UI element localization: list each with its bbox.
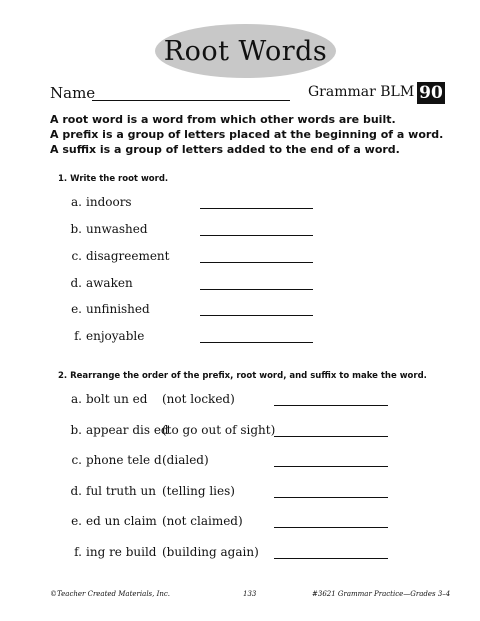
item-letter: f. <box>74 329 82 343</box>
section-1-item-b <box>66 222 148 240</box>
item-letter: e. <box>71 302 82 316</box>
section-1-item-e <box>66 302 150 320</box>
section-1-item-d <box>66 276 133 294</box>
answer-line-1e <box>200 315 313 316</box>
item-letter: d. <box>70 484 82 498</box>
item-parts: ing re build <box>86 545 157 559</box>
item-hint: (building again) <box>162 545 259 559</box>
item-word: enjoyable <box>86 329 145 343</box>
item-letter: c. <box>71 453 82 467</box>
answer-line-1d <box>200 289 313 290</box>
item-word: disagreement <box>86 249 170 263</box>
item-word: unfinished <box>86 302 150 316</box>
section-1-item-f <box>66 329 144 347</box>
item-hint: (telling lies) <box>162 484 235 498</box>
item-parts: ful truth un <box>86 484 156 498</box>
item-letter: b. <box>70 222 82 236</box>
answer-line-1a <box>200 208 313 209</box>
answer-line-2c <box>274 466 388 467</box>
section-1-item-a <box>66 195 132 213</box>
item-hint: (to go out of sight) <box>162 423 276 437</box>
answer-line-2b <box>274 436 388 437</box>
item-word: awaken <box>86 276 133 290</box>
answer-line-2a <box>274 405 388 406</box>
item-word: unwashed <box>86 222 148 236</box>
section-2-item-f <box>66 545 156 563</box>
answer-line-2f <box>274 558 388 559</box>
section-2-item-e <box>66 514 157 532</box>
item-letter: e. <box>71 514 82 528</box>
title-banner <box>155 24 336 78</box>
answer-line-1c <box>200 262 313 263</box>
item-letter: c. <box>71 249 82 263</box>
item-letter: f. <box>74 545 82 559</box>
answer-line-1f <box>200 342 313 343</box>
item-parts: phone tele d <box>86 453 162 467</box>
item-letter: d. <box>70 276 82 290</box>
definition-prefix: A prefix is a group of letters placed at the beginning of a word. <box>50 128 444 141</box>
definition-suffix: A suffix is a group of letters added to the end of a word. <box>50 143 400 156</box>
section-2-item-a <box>66 392 147 410</box>
item-parts: ed un claim <box>86 514 157 528</box>
item-letter: b. <box>70 423 82 437</box>
section-2-item-c <box>66 453 162 471</box>
page-title: Root Words <box>163 35 328 67</box>
item-word: indoors <box>86 195 132 209</box>
section-1-heading: 1. Write the root word. <box>58 174 169 184</box>
item-hint: (not locked) <box>162 392 235 406</box>
footer-page-number: 133 <box>243 590 257 598</box>
name-label: Name <box>50 84 96 102</box>
answer-line-2d <box>274 497 388 498</box>
name-row <box>50 82 445 106</box>
definition-root-word: A root word is a word from which other words are built. <box>50 113 396 126</box>
item-hint: (not claimed) <box>162 514 243 528</box>
blm-number-badge: 90 <box>417 82 445 104</box>
item-letter: a. <box>71 195 82 209</box>
name-line <box>92 100 290 101</box>
answer-line-2e <box>274 527 388 528</box>
footer-book-title: #3621 Grammar Practice—Grades 3–4 <box>312 590 451 598</box>
item-letter: a. <box>71 392 82 406</box>
blm-label: Grammar BLM <box>308 84 415 100</box>
footer-copyright: ©Teacher Created Materials, Inc. <box>50 590 171 598</box>
answer-line-1b <box>200 235 313 236</box>
section-2-item-b <box>66 423 169 441</box>
item-parts: bolt un ed <box>86 392 148 406</box>
definitions <box>50 112 450 157</box>
section-1-item-c <box>66 249 169 267</box>
section-2-heading: 2. Rearrange the order of the prefix, root word, and suffix to make the word. <box>58 371 427 381</box>
item-hint: (dialed) <box>162 453 209 467</box>
item-parts: appear dis ed <box>86 423 169 437</box>
section-2-item-d <box>66 484 156 502</box>
